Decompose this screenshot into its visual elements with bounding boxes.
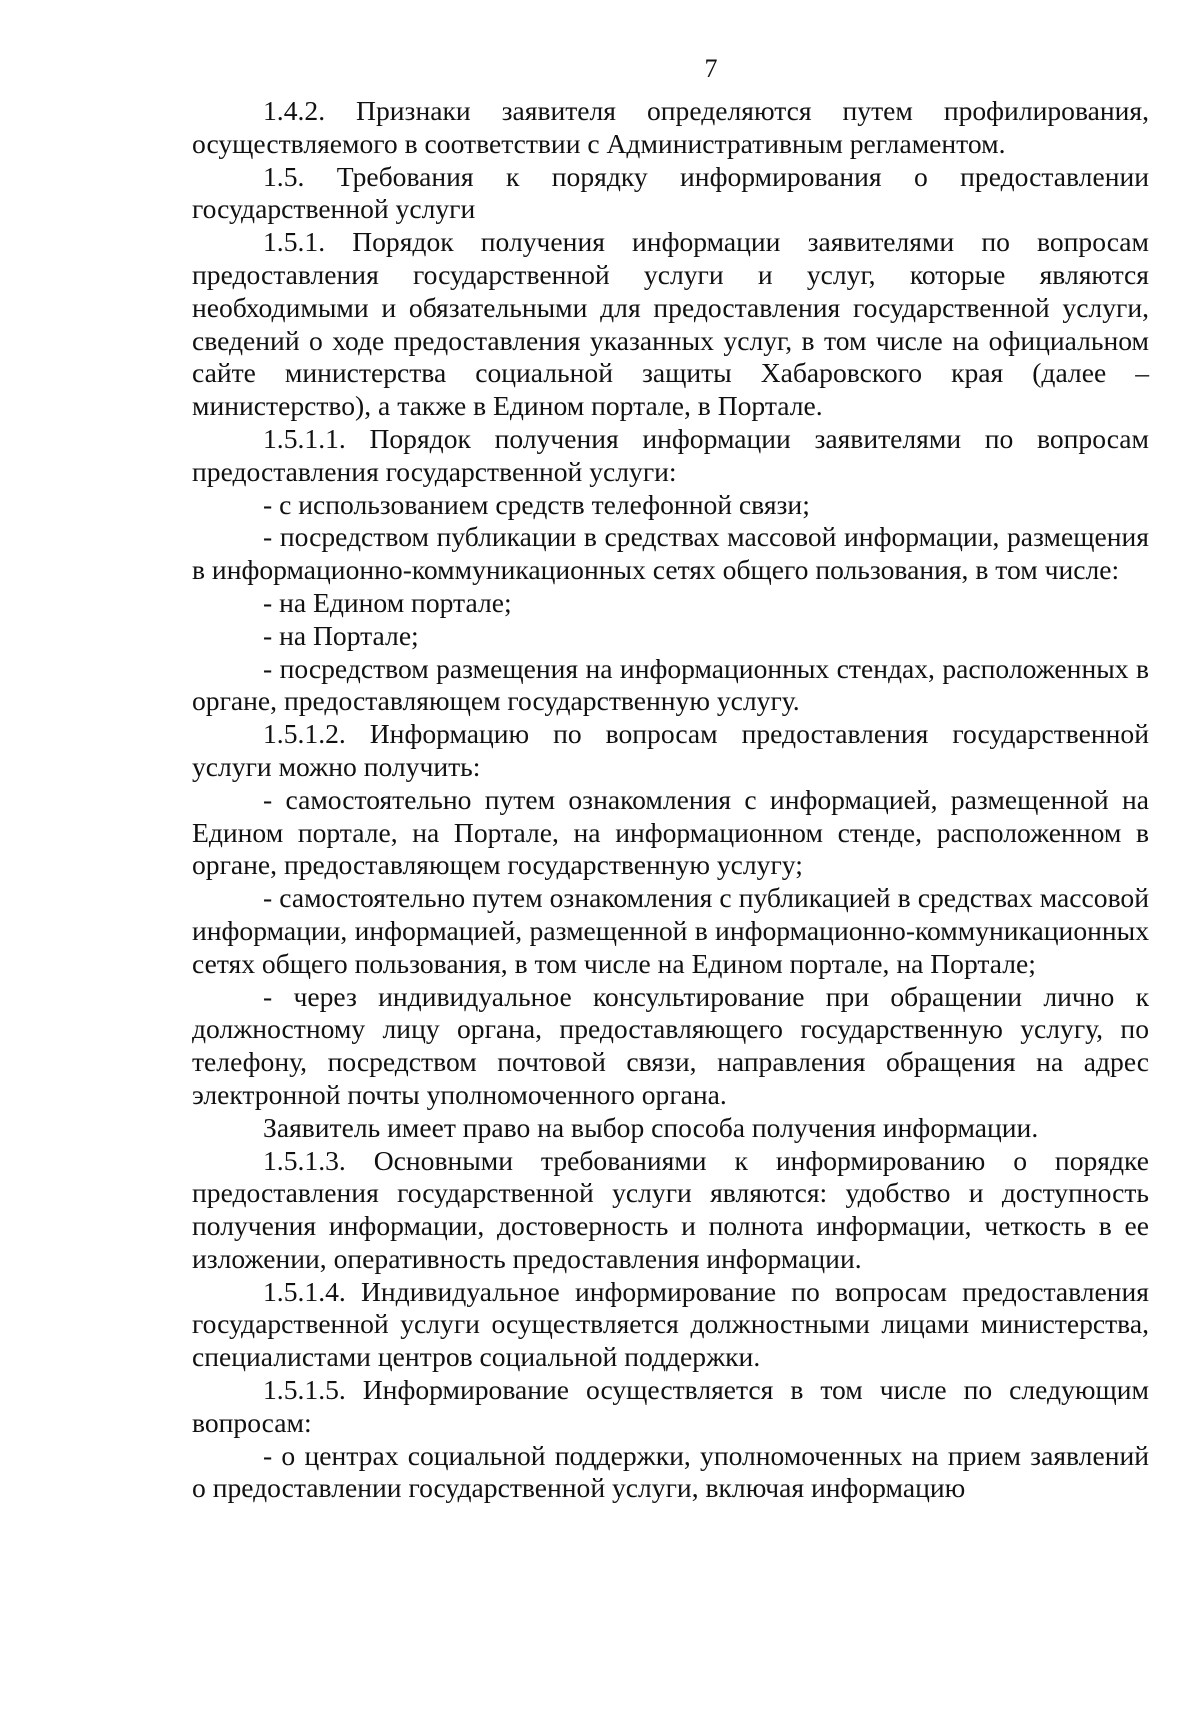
paragraph-1-5-1-1: 1.5.1.1. Порядок получения информации заявителями по вопросам предоставления государственной услуги: (192, 422, 1149, 487)
list-item: - самостоятельно путем ознакомления с информацией, размещенной на Едином портале, на Портале, на информационном стенде, расположенном в органе, предоставляющем государственную услугу; (192, 783, 1149, 881)
paragraph-1-5-1: 1.5.1. Порядок получения информации заявителями по вопросам предоставления государственной услуги и услуг, которые являются необходимыми и обязательными для предоставления государственной услуги, сведений о ходе предоставления указанных услуг, в том числе на официальном сайте министерства социальной защиты Хабаровского края (далее – министерство), а также в Едином портале, в Портале. (192, 226, 1149, 422)
paragraph-applicant-choice: Заявитель имеет право на выбор способа получения информации. (263, 1111, 1039, 1143)
list-item: - самостоятельно путем ознакомления с публикацией в средствах массовой информации, информацией, размещенной в информационно-коммуникационных сетях общего пользования, в том числе на Едином портале, на Портале; (192, 882, 1149, 979)
list-item: - на Портале; (263, 619, 419, 651)
paragraph-1-5-1-3: 1.5.1.3. Основными требованиями к информированию о порядке предоставления государственной услуги являются: удобство и доступность получения информации, достоверность и полнота информации, четкость в ее изложении, оперативность предоставления информации. (192, 1144, 1149, 1274)
page-number: 7 (704, 54, 718, 83)
list-item: - посредством размещения на информационных стендах, расположенных в органе, предоставляющем государственную услугу. (192, 652, 1149, 717)
paragraph-1-5-1-4: 1.5.1.4. Индивидуальное информирование по вопросам предоставления государственной услуги осуществляется должностными лицами министерства, специалистами центров социальной поддержки. (192, 1275, 1149, 1373)
list-item: - через индивидуальное консультирование при обращении лично к должностному лицу органа, предоставляющего государственную услугу, по телефону, посредством почтовой связи, направления обращения на адрес электронной почты уполномоченного органа. (192, 980, 1149, 1110)
paragraph-1-5: 1.5. Требования к порядку информирования о предоставлении государственной услуги (192, 160, 1149, 225)
list-item: - с использованием средств телефонной связи; (263, 488, 810, 520)
list-item: - о центрах социальной поддержки, уполномоченных на прием заявлений о предоставлении государственной услуги, включая информацию (192, 1439, 1149, 1504)
document-body (192, 95, 1149, 1505)
list-item: - на Едином портале; (263, 586, 512, 618)
paragraph-1-5-1-2: 1.5.1.2. Информацию по вопросам предоставления государственной услуги можно получить: (192, 718, 1149, 782)
paragraph-1-4-2: 1.4.2. Признаки заявителя определяются путем профилирования, осуществляемого в соответствии с Административным регламентом. (192, 95, 1149, 159)
list-item: - посредством публикации в средствах массовой информации, размещения в информационно-коммуникационных сетях общего пользования, в том числе: (192, 521, 1149, 586)
paragraph-1-5-1-5: 1.5.1.5. Информирование осуществляется в том числе по следующим вопросам: (192, 1374, 1149, 1438)
